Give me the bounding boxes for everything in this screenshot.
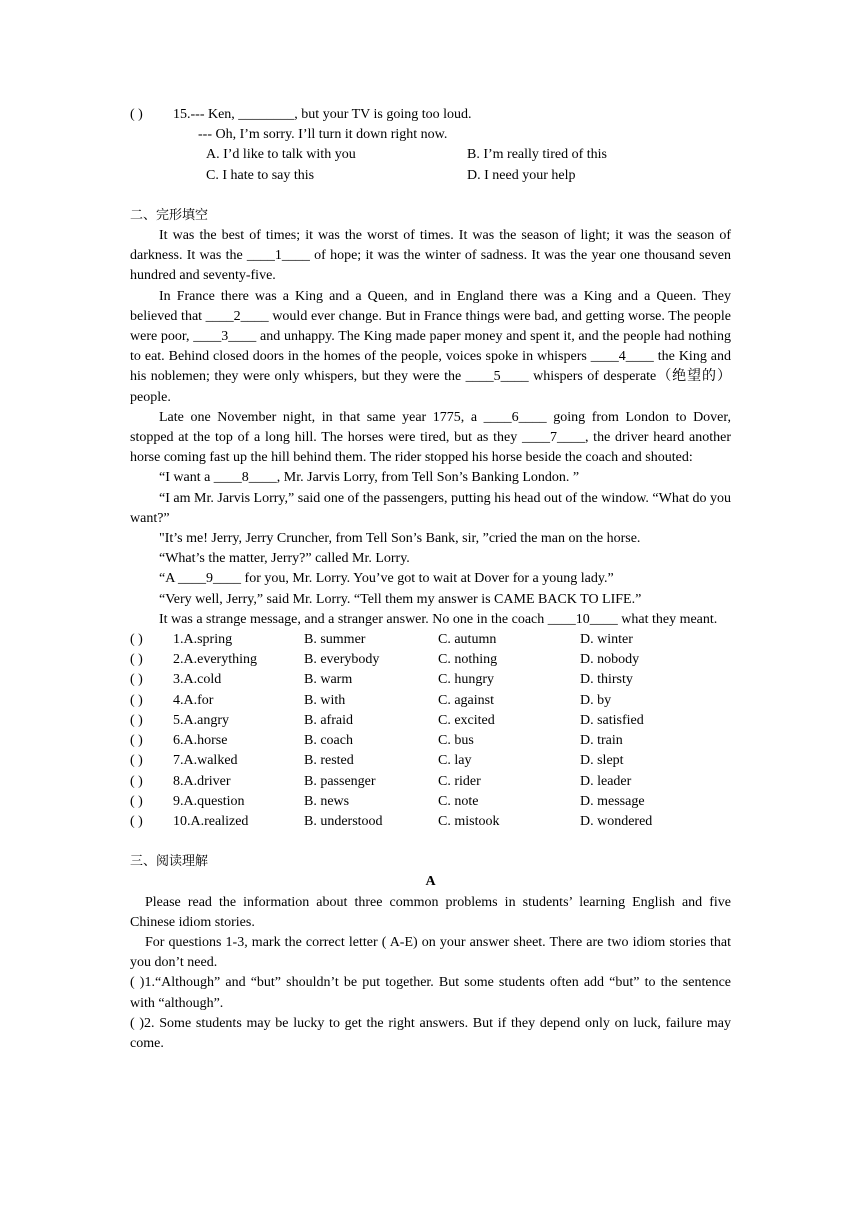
answer-blank[interactable]: ( ) bbox=[130, 692, 143, 708]
option-d: D. message bbox=[580, 793, 645, 809]
choice-row bbox=[130, 691, 731, 711]
q15-option-d: D. I need your help bbox=[467, 167, 576, 183]
option-b: B. warm bbox=[304, 672, 353, 688]
reading-question: ( )2. Some students may be lucky to get the right answers. But if they depend only on luck, failure may come. bbox=[130, 1015, 731, 1051]
option-a: 3.A.cold bbox=[173, 672, 222, 688]
option-b: B. afraid bbox=[304, 712, 353, 728]
cloze-paragraph: “A ____9____ for you, Mr. Lorry. You’ve got to wait at Dover for a young lady.” bbox=[159, 571, 614, 587]
option-a: 1.A.spring bbox=[173, 632, 233, 648]
choice-row bbox=[130, 812, 731, 832]
option-d: D. leader bbox=[580, 773, 632, 789]
option-a: 7.A.walked bbox=[173, 753, 238, 769]
answer-blank[interactable]: ( ) bbox=[130, 733, 143, 749]
reading-intro: For questions 1-3, mark the correct letter ( A-E) on your answer sheet. There are two idiom stories that you don’t need. bbox=[130, 934, 731, 971]
cloze-choices bbox=[130, 630, 731, 832]
option-b: B. coach bbox=[304, 733, 353, 749]
cloze-paragraph: In France there was a King and a Queen, and in England there was a King and a Queen. They believed that ____2____ would ever change. But in France things were bad, and getting worse. The people were poor, ____3____ and unhappy. The King made paper money and spent it, and the people had nothing to eat. Behind closed doors in the homes of the people, voices spoke in whispers ____4____ the King and his noblemen; they were only whispers, but they were the ____5____ whispers of desperate（绝望的）people. bbox=[130, 288, 731, 405]
cloze-paragraph: Late one November night, in that same year 1775, a ____6____ going from London to Dover, stopped at the top of a long hill. The horses were tired, but as they ____7____, the driver heard another horse coming fast up the hill behind them. The rider stopped his horse beside the coach and shouted: bbox=[130, 409, 731, 466]
option-c: C. excited bbox=[438, 712, 495, 728]
answer-blank[interactable]: ( ) bbox=[130, 712, 143, 728]
choice-row bbox=[130, 792, 731, 812]
option-c: C. lay bbox=[438, 753, 472, 769]
q15-options-row-1 bbox=[130, 145, 731, 165]
answer-blank[interactable]: ( ) bbox=[130, 773, 143, 789]
option-d: D. nobody bbox=[580, 652, 640, 668]
answer-blank[interactable]: ( ) bbox=[130, 652, 143, 668]
question-15 bbox=[130, 105, 731, 186]
answer-blank[interactable]: ( ) bbox=[130, 793, 143, 809]
cloze-paragraph: “I am Mr. Jarvis Lorry,” said one of the passengers, putting his head out of the window. “What do you want?” bbox=[130, 490, 731, 526]
option-c: C. autumn bbox=[438, 632, 497, 648]
q15-option-b: B. I’m really tired of this bbox=[467, 147, 607, 163]
option-b: B. summer bbox=[304, 632, 366, 648]
option-b: B. with bbox=[304, 692, 346, 708]
option-c: C. hungry bbox=[438, 672, 494, 688]
option-d: D. slept bbox=[580, 753, 624, 769]
option-c: C. note bbox=[438, 793, 479, 809]
option-c: C. nothing bbox=[438, 652, 498, 668]
option-d: D. train bbox=[580, 733, 623, 749]
q15-option-a: A. I’d like to talk with you bbox=[206, 147, 356, 163]
option-c: C. bus bbox=[438, 733, 474, 749]
choice-row bbox=[130, 670, 731, 690]
reading-question: ( )1.“Although” and “but” shouldn’t be put together. But some students often add “but” to the sentence with “although”. bbox=[130, 975, 731, 1011]
answer-blank[interactable]: ( ) bbox=[130, 813, 143, 829]
answer-blank[interactable]: ( ) bbox=[130, 672, 143, 688]
option-a: 5.A.angry bbox=[173, 712, 229, 728]
cloze-paragraph: “Very well, Jerry,” said Mr. Lorry. “Tell them my answer is CAME BACK TO LIFE.” bbox=[159, 591, 642, 607]
q15-stem-row bbox=[130, 105, 731, 125]
option-d: D. by bbox=[580, 692, 612, 708]
option-c: C. rider bbox=[438, 773, 481, 789]
choice-row bbox=[130, 731, 731, 751]
option-a: 8.A.driver bbox=[173, 773, 231, 789]
option-c: C. against bbox=[438, 692, 494, 708]
option-b: B. rested bbox=[304, 753, 354, 769]
option-a: 9.A.question bbox=[173, 793, 245, 809]
option-d: D. satisfied bbox=[580, 712, 644, 728]
cloze-paragraph: It was a strange message, and a stranger answer. No one in the coach ____10____ what they meant. bbox=[159, 611, 718, 627]
q15-option-c: C. I hate to say this bbox=[206, 167, 315, 183]
option-b: B. news bbox=[304, 793, 350, 809]
option-a: 4.A.for bbox=[173, 692, 214, 708]
cloze-paragraph: “What’s the matter, Jerry?” called Mr. Lorry. bbox=[159, 551, 410, 567]
answer-blank[interactable]: ( ) bbox=[130, 753, 143, 769]
part-a-title: A bbox=[425, 874, 436, 890]
answer-blank[interactable]: ( ) bbox=[130, 632, 143, 648]
option-a: 2.A.everything bbox=[173, 652, 257, 668]
answer-blank[interactable]: ( ) bbox=[130, 107, 143, 122]
choice-row bbox=[130, 630, 731, 650]
choice-row bbox=[130, 772, 731, 792]
reading-intro: Please read the information about three common problems in students’ learning English and five Chinese idiom stories. bbox=[130, 894, 731, 930]
option-d: D. thirsty bbox=[580, 672, 633, 688]
cloze-paragraph: It was the best of times; it was the worst of times. It was the season of light; it was the season of darkness. It was the ____1____ of hope; it was the winter of sadness. It was the year one thousand seven hundred and seventy-five. bbox=[130, 228, 731, 284]
section-3-heading: 三、阅读理解 bbox=[130, 854, 209, 870]
q15-reply: --- Oh, I’m sorry. I’ll turn it down right now. bbox=[198, 127, 448, 143]
option-d: D. wondered bbox=[580, 813, 653, 829]
option-d: D. winter bbox=[580, 632, 633, 648]
exam-page bbox=[130, 105, 731, 1054]
q15-options-row-2 bbox=[130, 166, 731, 186]
option-a: 6.A.horse bbox=[173, 733, 228, 749]
option-c: C. mistook bbox=[438, 813, 500, 829]
q15-stem: 15.--- Ken, ________, but your TV is going too loud. bbox=[173, 107, 472, 122]
option-b: B. everybody bbox=[304, 652, 380, 668]
option-a: 10.A.realized bbox=[173, 813, 249, 829]
choice-row bbox=[130, 751, 731, 771]
option-b: B. passenger bbox=[304, 773, 376, 789]
choice-row bbox=[130, 711, 731, 731]
cloze-passage bbox=[130, 226, 731, 630]
section-2-heading: 二、完形填空 bbox=[130, 207, 209, 223]
cloze-paragraph: "It’s me! Jerry, Jerry Cruncher, from Tell Son’s Bank, sir, ”cried the man on the horse. bbox=[159, 531, 641, 547]
choice-row bbox=[130, 650, 731, 670]
option-b: B. understood bbox=[304, 813, 383, 829]
cloze-paragraph: “I want a ____8____, Mr. Jarvis Lorry, from Tell Son’s Banking London. ” bbox=[159, 470, 580, 486]
